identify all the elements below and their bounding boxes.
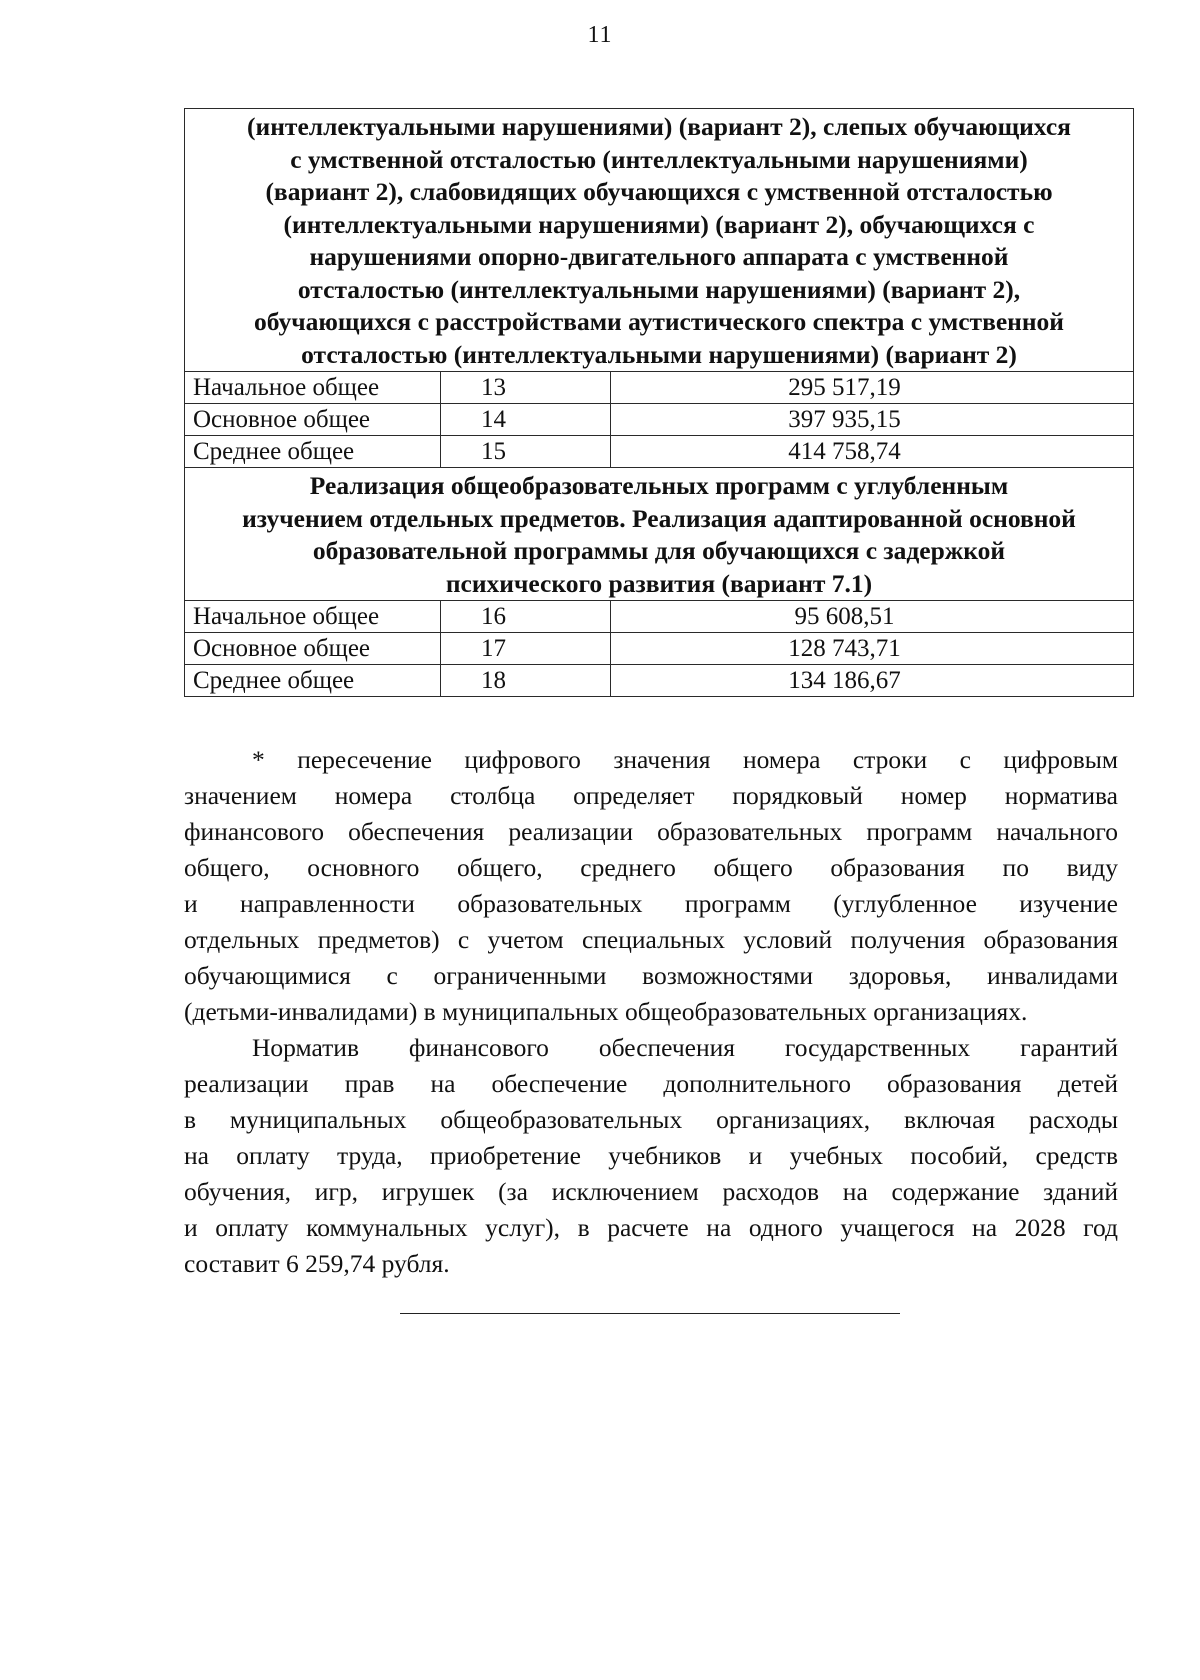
paragraph-line: на оплату труда, приобретение учебников и учебных пособий, средств bbox=[184, 1141, 1118, 1170]
heading-line: (вариант 2), слабовидящих обучающихся с умственной отсталостью bbox=[265, 177, 1053, 206]
row-number-cell: 17 bbox=[441, 633, 611, 665]
section-heading bbox=[185, 468, 1134, 601]
footnote-line: значением номера столбца определяет порядковый номер норматива bbox=[184, 781, 1118, 810]
heading-line: Реализация общеобразовательных программ с углубленным bbox=[309, 471, 1009, 500]
normatives-table bbox=[184, 108, 1134, 697]
footnote-line: отдельных предметов) с учетом специальных условий получения образования bbox=[184, 925, 1118, 954]
table-row bbox=[185, 404, 1134, 436]
normative-value-cell: 397 935,15 bbox=[611, 404, 1134, 436]
table-row bbox=[185, 665, 1134, 697]
heading-line: психического развития (вариант 7.1) bbox=[445, 568, 873, 598]
paragraph-line: реализации прав на обеспечение дополнительного образования детей bbox=[184, 1069, 1118, 1098]
footnote-line: обучающимися с ограниченными возможностями здоровья, инвалидами bbox=[184, 961, 1118, 990]
paragraph-line: и оплату коммунальных услуг), в расчете на одного учащегося на 2028 год bbox=[184, 1213, 1118, 1242]
footnote-line: общего, основного общего, среднего общего образования по виду bbox=[184, 853, 1118, 882]
normative-value-cell: 128 743,71 bbox=[611, 633, 1134, 665]
footnote-line: финансового обеспечения реализации образовательных программ начального bbox=[184, 817, 1118, 846]
heading-line: обучающихся с расстройствами аутистического спектра с умственной bbox=[253, 307, 1064, 336]
paragraph-line: Норматив финансового обеспечения государственных гарантий bbox=[252, 1033, 1118, 1062]
body-text bbox=[184, 742, 1118, 1282]
footnote-line: (детьми-инвалидами) в муниципальных общеобразовательных организациях. bbox=[184, 997, 1028, 1026]
table-row bbox=[185, 601, 1134, 633]
row-number-cell: 13 bbox=[441, 372, 611, 404]
education-level-cell: Основное общее bbox=[185, 404, 441, 436]
table-row bbox=[185, 436, 1134, 468]
education-level-cell: Среднее общее bbox=[185, 665, 441, 697]
normative-value-cell: 414 758,74 bbox=[611, 436, 1134, 468]
heading-line: (интеллектуальными нарушениями) (вариант 2), слепых обучающихся bbox=[247, 112, 1071, 141]
paragraph-line: составит 6 259,74 рубля. bbox=[184, 1249, 450, 1278]
heading-line: с умственной отсталостью (интеллектуальными нарушениями) bbox=[290, 144, 1028, 174]
row-number-cell: 14 bbox=[441, 404, 611, 436]
heading-line: (интеллектуальными нарушениями) (вариант 2), обучающихся с bbox=[283, 209, 1035, 239]
education-level-cell: Начальное общее bbox=[185, 372, 441, 404]
paragraph-line: обучения, игр, игрушек (за исключением расходов на содержание зданий bbox=[184, 1177, 1118, 1206]
heading-line: образовательной программы для обучающихся с задержкой bbox=[312, 536, 1006, 565]
education-level-cell: Начальное общее bbox=[185, 601, 441, 633]
row-number-cell: 15 bbox=[441, 436, 611, 468]
footnote-paragraph bbox=[184, 742, 1118, 1030]
heading-line: отсталостью (интеллектуальными нарушениями) (вариант 2) bbox=[301, 339, 1017, 369]
page-number: 11 bbox=[587, 22, 613, 48]
education-level-cell: Основное общее bbox=[185, 633, 441, 665]
normative-paragraph bbox=[184, 1030, 1118, 1282]
normative-value-cell: 134 186,67 bbox=[611, 665, 1134, 697]
heading-line: изучением отдельных предметов. Реализация адаптированной основной bbox=[242, 503, 1076, 533]
section-heading bbox=[185, 109, 1134, 372]
footnote-line: и направленности образовательных программ (углубленное изучение bbox=[184, 889, 1118, 918]
table-row bbox=[185, 633, 1134, 665]
normative-value-cell: 295 517,19 bbox=[611, 372, 1134, 404]
table-section-heading-row bbox=[185, 468, 1134, 601]
heading-line: отсталостью (интеллектуальными нарушениями) (вариант 2), bbox=[297, 274, 1021, 304]
education-level-cell: Среднее общее bbox=[185, 436, 441, 468]
end-of-document-rule bbox=[400, 1313, 900, 1314]
paragraph-line: в муниципальных общеобразовательных организациях, включая расходы bbox=[184, 1105, 1118, 1134]
normative-value-cell: 95 608,51 bbox=[611, 601, 1134, 633]
table-row bbox=[185, 372, 1134, 404]
heading-line: нарушениями опорно-двигательного аппарата с умственной bbox=[309, 242, 1009, 271]
table-section-heading-row bbox=[185, 109, 1134, 372]
row-number-cell: 18 bbox=[441, 665, 611, 697]
footnote-line: * пересечение цифрового значения номера строки с цифровым bbox=[252, 745, 1118, 774]
row-number-cell: 16 bbox=[441, 601, 611, 633]
